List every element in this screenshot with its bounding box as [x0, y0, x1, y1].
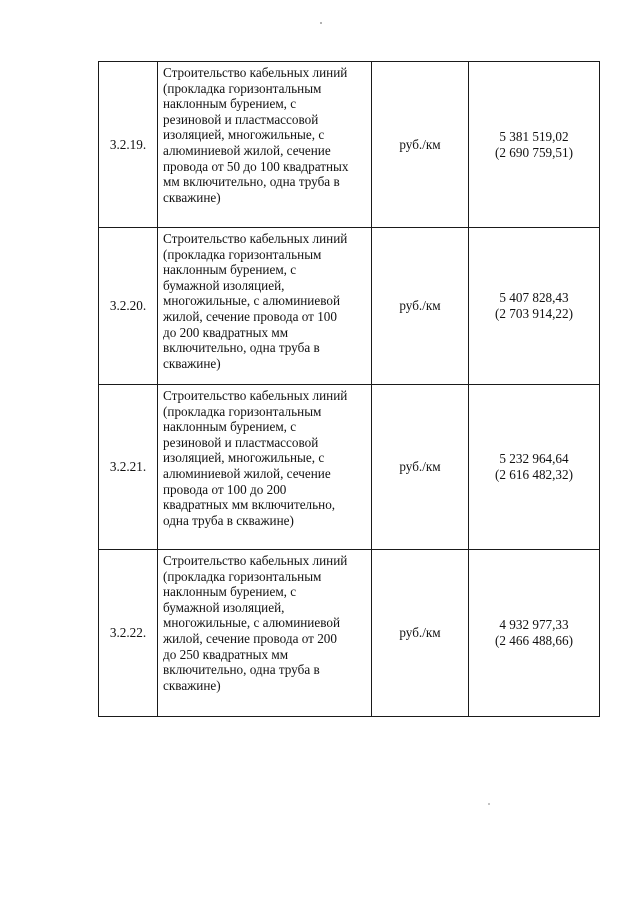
item-description — [158, 385, 372, 550]
table-row — [99, 550, 600, 717]
item-price-cell — [469, 550, 600, 717]
description-line: бумажной изоляцией, — [163, 277, 285, 293]
description-line: включительно, одна труба в — [163, 662, 320, 678]
description-line: одна труба в скважине) — [163, 512, 294, 528]
description-line: алюминиевой жилой, сечение — [163, 142, 331, 158]
description-line: наклонным бурением, с — [163, 584, 297, 600]
item-unit: руб./км — [372, 550, 469, 717]
description-line: наклонным бурением, с — [163, 262, 297, 278]
item-unit: руб./км — [372, 385, 469, 550]
description-line: до 250 квадратных мм — [163, 646, 289, 662]
item-number: 3.2.19. — [99, 62, 158, 228]
description-line: наклонным бурением, с — [163, 419, 297, 435]
description-line: квадратных мм включительно, — [163, 497, 336, 513]
description-line: Строительство кабельных линий — [163, 553, 348, 568]
description-line: мм включительно, одна труба в — [163, 174, 340, 190]
item-price-alt: (2 703 914,22) — [494, 306, 574, 321]
description-line: изоляцией, многожильные, с — [163, 127, 325, 143]
item-number: 3.2.20. — [99, 228, 158, 385]
description-line: многожильные, с алюминиевой — [163, 615, 341, 631]
table-row — [99, 228, 600, 385]
description-line: (прокладка горизонтальным — [163, 403, 322, 419]
description-line: Строительство кабельных линий — [163, 231, 348, 246]
description-line: (прокладка горизонтальным — [163, 80, 322, 96]
description-line: резиновой и пластмассовой — [163, 434, 319, 450]
item-description — [158, 62, 372, 228]
description-line: изоляцией, многожильные, с — [163, 450, 325, 466]
description-line: наклонным бурением, с — [163, 96, 297, 112]
description-line: до 200 квадратных мм — [163, 324, 289, 340]
scan-dot-bottom — [488, 803, 490, 805]
description-line: скважине) — [163, 189, 221, 205]
item-price-cell — [469, 228, 600, 385]
description-line: Строительство кабельных линий — [163, 388, 348, 403]
description-line: бумажной изоляцией, — [163, 599, 285, 615]
table-row — [99, 385, 600, 550]
item-price-cell — [469, 385, 600, 550]
item-price: 5 407 828,43 — [499, 290, 569, 306]
item-number: 3.2.21. — [99, 385, 158, 550]
description-line: многожильные, с алюминиевой — [163, 293, 341, 309]
scan-dot-top — [320, 22, 322, 24]
item-price-cell — [469, 62, 600, 228]
item-description — [158, 550, 372, 717]
item-price-alt: (2 466 488,66) — [494, 633, 574, 648]
item-price: 5 232 964,64 — [499, 451, 569, 467]
description-line: резиновой и пластмассовой — [163, 111, 319, 127]
description-line: жилой, сечение провода от 100 — [163, 308, 337, 324]
item-number: 3.2.22. — [99, 550, 158, 717]
item-price-alt: (2 690 759,51) — [494, 144, 574, 160]
tariff-table — [98, 61, 600, 717]
item-price: 5 381 519,02 — [499, 128, 569, 144]
table-row — [99, 62, 600, 228]
description-line: провода от 100 до 200 — [163, 481, 287, 497]
description-line: (прокладка горизонтальным — [163, 246, 322, 262]
description-line: провода от 50 до 100 квадратных — [163, 158, 349, 174]
item-price: 4 932 977,33 — [499, 617, 569, 633]
description-line: (прокладка горизонтальным — [163, 568, 322, 584]
item-unit: руб./км — [372, 62, 469, 228]
description-line: Строительство кабельных линий — [163, 65, 348, 80]
item-price-alt: (2 616 482,32) — [494, 467, 574, 482]
description-line: алюминиевой жилой, сечение — [163, 465, 331, 481]
description-line: жилой, сечение провода от 200 — [163, 630, 337, 646]
item-description — [158, 228, 372, 385]
item-unit: руб./км — [372, 228, 469, 385]
description-line: скважине) — [163, 677, 221, 693]
description-line: включительно, одна труба в — [163, 340, 320, 356]
description-line: скважине) — [163, 355, 221, 371]
